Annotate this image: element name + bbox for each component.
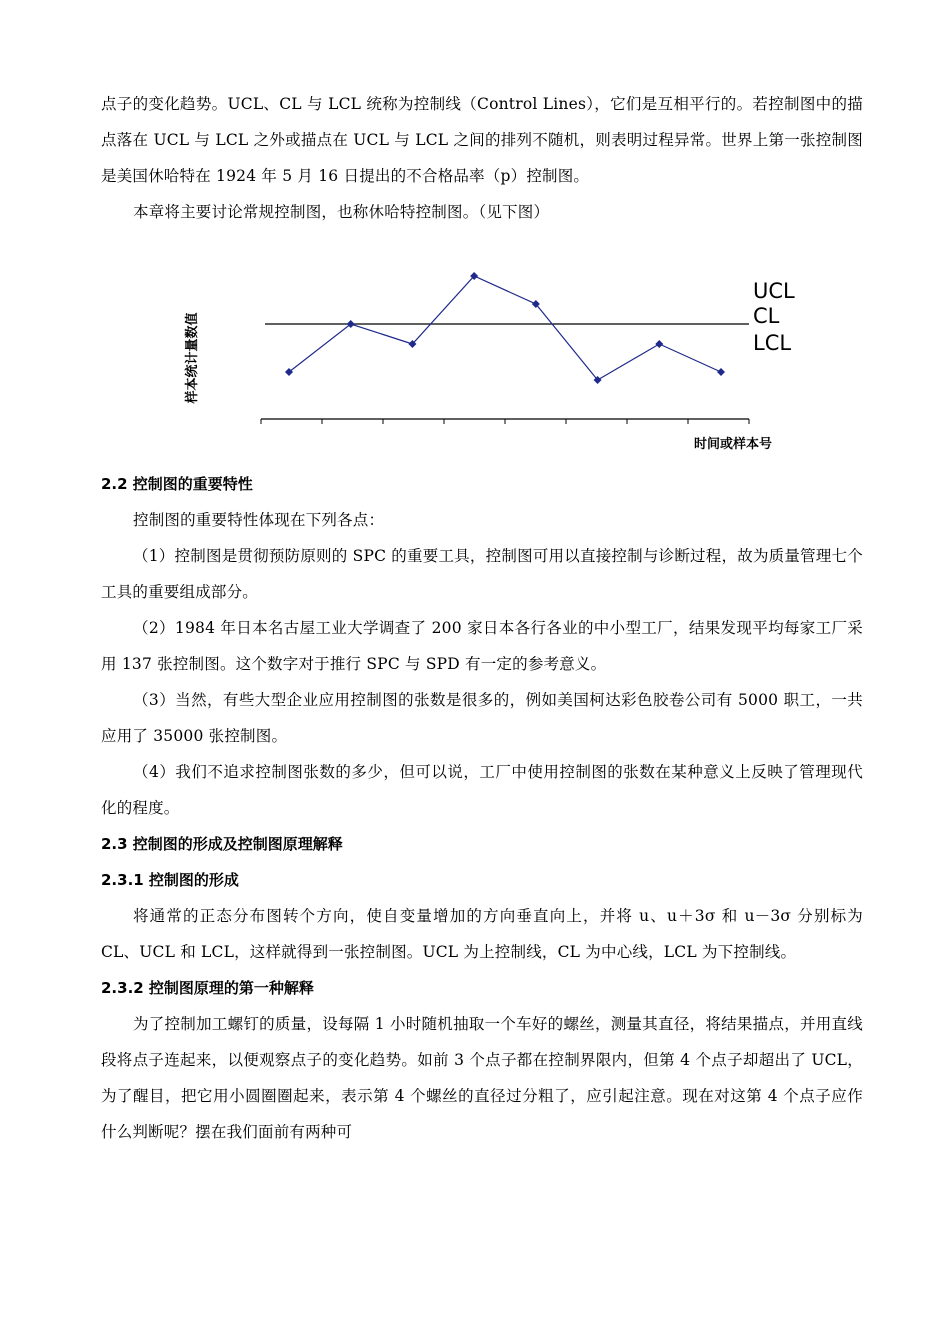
section-2-2-item-3: （3）当然，有些大型企业应用控制图的张数是很多的，例如美国柯达彩色胶卷公司有 5000 职工，一共应用了 35000 张控制图。 [101,691,863,745]
section-2-3-1-text: 将通常的正态分布图转个方向，使自变量增加的方向垂直向上，并将 u、u＋3σ 和 u－3σ 分别标为 CL、UCL 和 LCL，这样就得到一张控制图。UCL 为上控制线，CL 为中心线，LCL 为下控制线。 [101,907,863,961]
control-chart-figure [101,230,863,466]
control-chart [101,230,863,466]
series-line [289,276,721,380]
section-2-2-lead: 控制图的重要特性体现在下列各点： [133,511,385,529]
section-2-3-2-heading: 2.3.2 控制图原理的第一种解释 [101,979,314,997]
section-2-2-item-1: （1）控制图是贯彻预防原则的 SPC 的重要工具，控制图可用以直接控制与诊断过程，故为质量管理七个工具的重要组成部分。 [101,547,863,601]
ucl-label: UCL [753,279,795,303]
y-axis-label: 样本统计量数值 [185,312,200,404]
cl-label: CL [753,304,780,328]
data-point [655,340,663,348]
lcl-label: LCL [753,331,792,355]
intro-paragraph-2: 本章将主要讨论常规控制图，也称休哈特控制图。（见下图） [133,203,550,221]
section-2-2-item-2: （2）1984 年日本名古屋工业大学调查了 200 家日本各行各业的中小型工厂，结果发现平均每家工厂采用 137 张控制图。这个数字对于推行 SPC 与 SPD 有一定的参考意义。 [101,619,863,673]
intro-paragraph-1: 点子的变化趋势。UCL、CL 与 LCL 统称为控制线（Control Lines），它们是互相平行的。若控制图中的描点落在 UCL 与 LCL 之外或描点在 UCL 与 LCL 之间的排列不随机，则表明过程异常。世界上第一张控制图是美国休哈特在 1924 年 5 月 16 日提出的不合格品率（p）控制图。 [101,95,863,185]
section-2-3-2-text: 为了控制加工螺钉的质量，设每隔 1 小时随机抽取一个车好的螺丝，测量其直径，将结果描点，并用直线段将点子连起来，以便观察点子的变化趋势。如前 3 个点子都在控制界限内，但第 4 个点子却超出了 UCL，为了醒目，把它用小圆圈圈起来，表示第 4 个螺丝的直径过分粗了，应引起注意。现在对这第 4 个点子应作什么判断呢？摆在我们面前有两种可 [101,1015,863,1141]
section-2-2-heading: 2.2 控制图的重要特性 [101,475,253,493]
section-2-3-heading: 2.3 控制图的形成及控制图原理解释 [101,835,343,853]
section-2-2-item-4: （4）我们不追求控制图张数的多少，但可以说，工厂中使用控制图的张数在某种意义上反映了管理现代化的程度。 [101,763,863,817]
x-axis-label: 时间或样本号 [693,437,773,452]
data-point [717,368,725,376]
section-2-3-1-heading: 2.3.1 控制图的形成 [101,871,239,889]
document-page [101,86,863,1150]
